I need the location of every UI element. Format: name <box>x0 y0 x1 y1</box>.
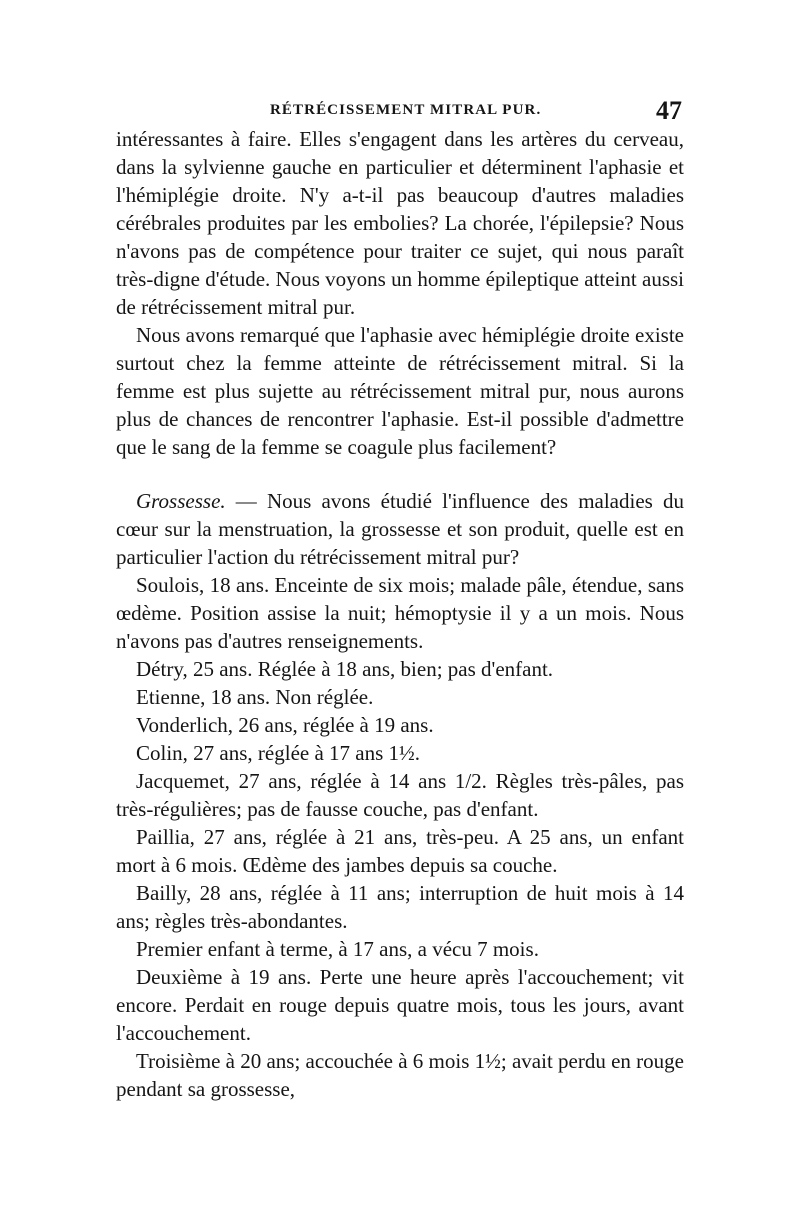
paragraph: intéressantes à faire. Elles s'engagent dans les artères du cerveau, dans la sylvienne gauche en particulier et déterminent l'aphasie et l'hémiplégie droite. N'y a-t-il pas beaucoup d'autres maladies cérébrales produites par les embolies? La chorée, l'épilepsie? Nous n'avons pas de compétence pour traiter ce sujet, qui nous paraît très-digne d'étude. Nous voyons un homme épileptique atteint aussi de rétrécissement mitral pur. <box>116 127 684 319</box>
case-entry: Détry, 25 ans. Réglée à 18 ans, bien; pas d'enfant. <box>136 657 554 681</box>
running-title: RÉTRÉCISSEMENT MITRAL PUR. <box>270 102 542 118</box>
case-entry: Vonderlich, 26 ans, réglée à 19 ans. <box>136 713 434 737</box>
page-number: 47 <box>656 96 682 125</box>
body-text <box>116 125 684 1103</box>
section-paragraph <box>116 487 684 571</box>
paragraph: Nous avons remarqué que l'aphasie avec hémiplégie droite existe surtout chez la femme atteinte de rétrécissement mitral. Si la femme est plus sujette au rétrécissement mitral pur, nous aurons plus de chances de rencontrer l'aphasie. Est-il possible d'admettre que le sang de la femme se coagule plus facilement? <box>116 323 684 459</box>
section-text: — Nous avons étudié l'influence des maladies du cœur sur la menstruation, la grossesse et son produit, quelle est en particulier l'action du rétrécissement mitral pur? <box>116 489 684 569</box>
case-entry: Deuxième à 19 ans. Perte une heure après l'accouchement; vit encore. Perdait en rouge depuis quatre mois, tous les jours, avant l'accouchement. <box>116 965 684 1045</box>
case-entry: Etienne, 18 ans. Non réglée. <box>136 685 374 709</box>
case-entry: Paillia, 27 ans, réglée à 21 ans, très-peu. A 25 ans, un enfant mort à 6 mois. Œdème des jambes depuis sa couche. <box>116 825 684 877</box>
case-entry: Troisième à 20 ans; accouchée à 6 mois 1½; avait perdu en rouge pendant sa grossesse, <box>116 1049 684 1101</box>
case-entry: Jacquemet, 27 ans, réglée à 14 ans 1/2. Règles très-pâles, pas très-régulières; pas de fausse couche, pas d'enfant. <box>116 769 684 821</box>
running-header <box>0 96 800 126</box>
section-title: Grossesse. <box>136 489 226 513</box>
case-entry: Bailly, 28 ans, réglée à 11 ans; interruption de huit mois à 14 ans; règles très-abondantes. <box>116 881 684 933</box>
case-entry: Soulois, 18 ans. Enceinte de six mois; malade pâle, étendue, sans œdème. Position assise la nuit; hémoptysie il y a un mois. Nous n'avons pas d'autres renseignements. <box>116 573 684 653</box>
case-entry: Colin, 27 ans, réglée à 17 ans 1½. <box>136 741 421 765</box>
case-entry: Premier enfant à terme, à 17 ans, a vécu 7 mois. <box>136 937 539 961</box>
